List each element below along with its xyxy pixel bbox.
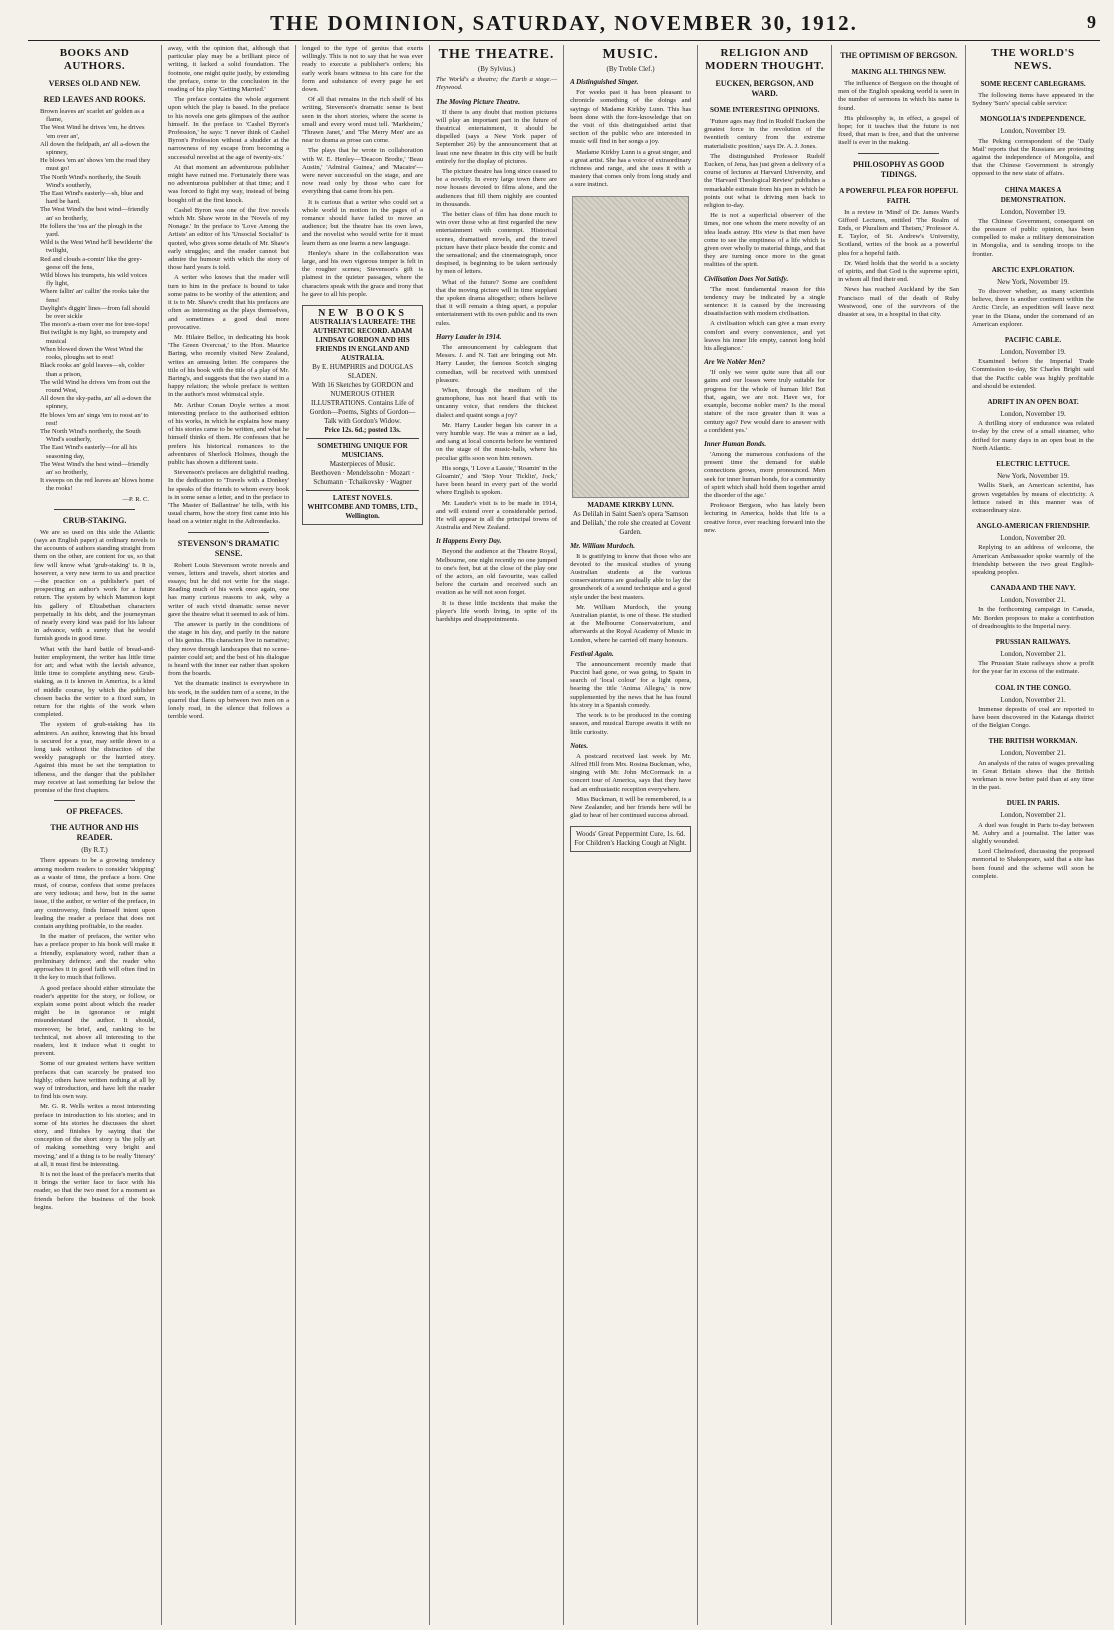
- world-news-sub: SOME RECENT CABLEGRAMS.: [980, 80, 1086, 88]
- column-religion-cont: [832, 45, 966, 1625]
- paragraph: Dr. Ward holds that the world is a society of spirits, and that God is the supreme spirit, in whom all find their end.: [838, 259, 960, 284]
- paragraph: 'Future ages may find in Rudolf Eucken the greatest force in the revolution of the twentieth century from the extreme materialistic position,' says Dr. A. J. Jones.: [704, 118, 826, 150]
- news-item-title: DUEL IN PARIS.: [1006, 799, 1060, 808]
- poem-line: When blowed down the West Wind the rooks, ploughs set to rest!: [40, 345, 143, 362]
- kirkby-lunn-photo: [572, 196, 689, 498]
- paragraph: He is not a superficial observer of the times, nor one whom the mere novelty of an idea leads astray. His view is that men have come to see the emptiness of a life which is given over wholly to material things, and that they are turning once more to the great realities of the spirit.: [704, 212, 826, 269]
- news-item-text: Examined before the Imperial Trade Commission to-day, Sir Charles Bright said that the Pacific cable was highly profitable and should be extended.: [972, 358, 1094, 390]
- paragraph: For weeks past it has been pleasant to chronicle something of the doings and sayings of Madame Kirkby Lunn. This has been done with the fore-knowledge that on the visit of this distinguished artist that section of the public who are interested in music will find in her songs a joy.: [570, 89, 692, 146]
- news-item-title: ANGLO-AMERICAN FRIENDSHIP.: [976, 522, 1090, 531]
- music-sub1: A Distinguished Singer.: [570, 78, 639, 87]
- paragraph: In the matter of prefaces, the writer who has a preface proper to his book will make it a friendly, explanatory word, rather than a preliminary defence; and the reader who approaches it in good faith will often find in it the key to much that follows.: [34, 933, 156, 982]
- news-item-title: ADRIFT IN AN OPEN BOAT.: [987, 398, 1079, 407]
- news-item-title: ELECTRIC LETTUCE.: [996, 460, 1070, 469]
- paragraph: 'The most fundamental reason for this tendency may be indicated by a single sentence: it is caused by the increasing dissatisfaction with modern civilisation.: [704, 285, 826, 318]
- music-byline: (By Treble Clef.): [606, 65, 655, 73]
- paragraph: 'Among the numerous confusions of the present time the demand for stable connections grows, more pronounced. Men seek for inner human bonds, for a community of spirit which shall hold them together amid the disorder of the age.': [704, 450, 826, 499]
- paragraph: The preface contains the whole argument upon which the play is based. In the preface to his novels one gets glimpses of the author himself. In the preface to 'Cashel Byron's Profession,' he says: 'I never think of Cashel Byron's Profession without a shudder at the narrowness of my escape from becoming a successful novelist at the age of twenty-six.': [168, 96, 290, 161]
- paragraph: The work is to be produced in the coming season, and musical Europe awaits it with no little curiosity.: [570, 712, 692, 736]
- poem-line: He blows 'em an' shows 'em the road they must go!: [40, 157, 151, 173]
- world-news-heading: THE WORLD'S NEWS.: [991, 47, 1075, 72]
- column-world-news: [966, 45, 1100, 1625]
- music-sub3: Festival Again.: [570, 649, 614, 658]
- paragraph: There appears to be a growing tendency among modern readers to consider 'skipping' as a waste of time, the preface a bore. One must, of course, confess that some prefaces are very tedious; and how, but in the same issue, if the author, or writer of the preface, in any controversy, finds himself intent upon leading the reader a preface that does not contain anything profitable, to the reader.: [34, 857, 156, 931]
- club-heading: CRUB-STAKING.: [62, 515, 127, 525]
- paragraph: Cashel Byron was one of the five novels which Mr. Shaw wrote in the 'Novels of my Nonage.' In the preface to 'Love Among the Artists' an editor of his 'Unsocial Socialist' is quoted, who gives some details of Mr. Shaw's early struggles; and the reader cannot but admire the humour with which the story of those hard years is told.: [168, 206, 290, 272]
- books-heading: BOOKS AND AUTHORS.: [59, 47, 130, 72]
- paragraph: Miss Buckman, it will be remembered, is a New Zealander, and her friends here will be glad to hear of her continued success abroad.: [570, 795, 692, 820]
- paragraph: Yet the dramatic instinct is everywhere in his work, in the sudden turn of a scene, in the quarrel that flares up between two men on a lonely road, in the silence that follows a terrible word.: [168, 680, 290, 721]
- stevenson-heading: STEVENSON'S DRAMATIC SENSE.: [177, 538, 280, 558]
- paragraph: Some of our greatest writers have written prefaces that can scarcely be praised too highly; others have written nothing at all by way of introduction, and have left the reader to find his own way.: [34, 1060, 156, 1101]
- divider: [858, 153, 939, 154]
- religion-sub2: Civilisation Does Not Satisfy.: [704, 274, 789, 283]
- paragraph: Of all that remains in the rich shelf of his writing, Stevenson's dramatic sense is best seen in the short stories, where the scene is small and every word must tell. 'Markheim,' 'Thrawn Janet,' and 'The Merry Men' are as near to drama as prose can come.: [302, 96, 424, 145]
- poem-line: Where fallin' an' callin' the rooks take the fens!: [40, 288, 150, 304]
- paragraph: Madame Kirkby Lunn is a great singer, and a great artist. She has a voice of extraordinary richness and range, and she uses it with a mastery that comes only from long study and a sure instinct.: [570, 148, 692, 189]
- news-item-text: Replying to an address of welcome, the American Ambassador spoke warmly of the friendship between the two great English-speaking peoples.: [972, 544, 1094, 576]
- paragraph: His songs, 'I Love a Lassie,' 'Roamin' in the Gloamin',' and 'Stop Your Ticklin', Jock,' have been heard in every part of the world where English is spoken.: [436, 464, 558, 497]
- paragraph: Mr. Harry Lauder began his career in a very humble way. He was a miner as a lad, and sang at local concerts before he ventured on the stage of the music-halls, where his peculiar gifts soon won him renown.: [436, 421, 558, 462]
- prefaces-text: [34, 857, 155, 1212]
- peppermint-cure-ad: Woods' Great Peppermint Cure, 1s. 6d. For Children's Hacking Cough at Night.: [570, 826, 691, 852]
- poem-line: The moon's a-risen over me for tree-tops!: [40, 321, 150, 329]
- theatre-heading: THE THEATRE.: [438, 47, 555, 62]
- news-item-dateline: London, November 20.: [1000, 534, 1066, 543]
- poem-line: He blows 'em an' sings 'em to roost an' to rest!: [40, 411, 149, 427]
- prefaces-subheading: THE AUTHOR AND HIS READER.: [50, 823, 139, 843]
- paragraph: The answer is partly in the conditions of the stage in his day, and partly in the nature of his genius. His characters live in narrative; they move through landscapes that no scene-painter could set; and the best of his dialogue is heard with the inner ear rather than spoken from the boards.: [168, 621, 290, 678]
- poem-line: All down the sky-paths, an' all a-down the spinney,: [40, 395, 152, 411]
- caption-text: As Delilah in Saint Saen's opera 'Samson and Delilah,' the role she created at Covent Garden.: [570, 509, 691, 536]
- column-theatre: [430, 45, 564, 1625]
- theatre-sub2: Harry Lauder in 1914.: [436, 332, 502, 341]
- paragraph: What of the future? Some are confident that the moving picture will in time supplant the spoken drama altogether; others believe that it will remain a thing apart, a popular entertainment with its own public and its own rules.: [436, 278, 558, 327]
- paragraph: Mr. G. R. Wells writes a most interesting preface in introduction to his stories; and in some of his stories he discusses the short story, and finishes by saying that the conception of the short story is 'the jolly art of making something very bright and moving,' and if a thing is to be really 'literary' at all, it must first be interesting.: [34, 1103, 156, 1168]
- paragraph: In a review in 'Mind' of Dr. James Ward's Gifford Lectures, entitled 'The Realm of Ends, or Pluralism and Theism,' Professor A. E. Taylor, of St. Andrew's University, Scotland, writes of the book as a powerful plea for a hopeful faith.: [838, 208, 960, 257]
- religion-sub4: Inner Human Bonds.: [704, 439, 767, 448]
- news-item-text: Wallis Stark, an American scientist, has grown vegetables by means of electricity. A lettuce raised in this manner was of extraordinary size.: [972, 482, 1094, 514]
- poem-line: The North Wind's northerly, the South Wind's southerly,: [40, 427, 141, 444]
- column-music: [564, 45, 698, 1625]
- news-item-dateline: London, November 21.: [1000, 596, 1066, 605]
- poem-line: The East Wind's easterly—for all his seasoning day,: [40, 444, 137, 460]
- poem-line: He follers the 'oss an' the plough in the yard.: [40, 222, 143, 239]
- news-items: [972, 114, 1094, 846]
- paragraph: Robert Louis Stevenson wrote novels and verses, letters and travels, short stories and essays; but he did not write for the stage. Reading much of his work once again, one has many curious reasons to ask, why a writer of such vivid dramatic sense never gave the theatre what it seemed to ask of him.: [168, 561, 290, 618]
- paragraph: At that moment an adventurous publisher might have ruined me. Fortunately there was no adventurous publisher at that time; and I was forced to fight my way, instead of being bought off at the first knock.: [168, 163, 290, 204]
- news-item-title: MONGOLIA'S INDEPENDENCE.: [980, 115, 1086, 124]
- page-number: 9: [1087, 12, 1096, 32]
- divider: [306, 438, 419, 439]
- optimism-sub: MAKING ALL THINGS NEW.: [851, 68, 946, 76]
- ad-publisher: WHITCOMBE AND TOMBS, LTD., Wellington.: [307, 503, 418, 521]
- news-item-text: The Chinese Government, consequent on the pressure of public opinion, has been compelled to make a military demonstration in Mongolia, and is sending troops to the frontier.: [972, 217, 1094, 258]
- ad-latest: LATEST NOVELS.: [332, 494, 393, 503]
- paragraph: If there is any doubt that motion pictures will play an important part in the future of theatrical entertainment, it should be dispelled (says a New York paper of September 26) by the announcement that at least one new theatre in this city will be built entirely for the display of pictures.: [436, 108, 558, 165]
- music-sub2: Mr. William Murdoch.: [570, 541, 636, 550]
- paragraph: The system of grub-staking has its admirers. An author, knowing that his bread is secured for a year, may settle down to a long task without the distraction of the weekly paragraph or the hurried story. Against this must be set the temptation to idleness, and the danger that the publisher may receive at last something far below the promise of the first chapters.: [34, 721, 156, 795]
- paragraph: A good preface should either stimulate the reader's appetite for the story, or follow, or explain some point about which the reader might be in ignorance or might misunderstand the author. It should, moreover, be brief, and, ranking to be technical, not above all interesting to the readers, lest it induce what it ought to prevent.: [34, 984, 156, 1058]
- column-prefaces-cont: [162, 45, 296, 1625]
- news-item-dateline: New York, November 19.: [997, 277, 1070, 286]
- religion-sub-caps: SOME INTERESTING OPINIONS.: [710, 106, 820, 114]
- theatre-byline: (By Sylvius.): [477, 65, 516, 73]
- paragraph: It is curious that a writer who could set a whole world in motion in the pages of a romance should have failed to move an audience; but the theatre has its own laws, and the novelist who would write for it must learn them as one learns a new language.: [302, 198, 424, 247]
- paragraph: A writer who knows that the reader will turn to him in the preface is bound to take some pains to be worthy of the attention; and it is to Mr. Shaw's credit that his prefaces are often as interesting as the plays themselves, and sometimes a good deal more provocative.: [168, 274, 290, 331]
- col2-text-a: [168, 45, 289, 527]
- paragraph: longed to the type of genius that exerts willingly. This is not to say that he was ever ready to execute a publisher's orders; his early work bears witness to his care for the form and substance of every page he set down.: [302, 45, 424, 94]
- news-item-dateline: New York, November 19.: [997, 472, 1070, 481]
- news-item-text: A duel was fought in Paris to-day between M. Aubry and a journalist. The latter was slightly wounded.: [972, 821, 1094, 845]
- paragraph: Stevenson's prefaces are delightful reading. In the dedication to 'Travels with a Donkey' he speaks of the friends to whom every book is in some sense a letter, and in the preface to 'The Master of Ballantrae' he tells, with his usual charm, how the story first came into his head on a winter night in the Adirondacks.: [168, 469, 290, 526]
- news-item-dateline: London, November 21.: [1000, 695, 1066, 704]
- paragraph: The better class of film has done much to win over those who at first regarded the new entertainment with contempt. Historical scenes, dramatised novels, and the travel picture have their place beside the comic and the sensational; and the cinematograph, once despised, is beginning to be taken seriously by men of letters.: [436, 211, 558, 276]
- poem-line: The North Wind's northerly, the South Wind's southerly,: [40, 173, 141, 189]
- ad-header: NEW BOOKS: [318, 308, 407, 320]
- photo-caption: [570, 501, 691, 537]
- paragraph: Mr. Hilaire Belloc, in dedicating his book 'The Green Overcoat,' to the Hon. Maurice Baring, who recently visited New Zealand, writes an amusing letter. He compares the title of his book with the title of a play of Mr. Baring's, and suggests that the two stand in a happy relation; the whole preface is written in the author's most whimsical style.: [168, 333, 290, 399]
- paragraph: Mr. Arthur Conan Doyle writes a most interesting preface to the authorised edition of his works, in which he explains how many of his stories came to be written, and what he himself thinks of them. He confesses that he prefers his historical romances to the adventures of Sherlock Holmes, though the public has shown a different taste.: [168, 401, 290, 466]
- news-item-dateline: London, November 21.: [1000, 649, 1066, 658]
- news-item-text: Immense deposits of coal are reported to have been discovered in the Katanga district of the Belgian Congo.: [972, 705, 1094, 730]
- religion-heading: RELIGION AND MODERN THOUGHT.: [705, 47, 825, 72]
- music-sub4: Notes.: [570, 741, 589, 750]
- prefaces-byline: (By R.T.): [81, 846, 108, 855]
- paragraph: The plays that he wrote in collaboration with W. E. Henley—'Deacon Brodie,' 'Beau Austin,' 'Admiral Guinea,' and 'Macaire'—were never successful on the stage, and are now read only by those who care for everything that came from his pen.: [302, 147, 424, 196]
- religion-sub: EUCKEN, BERGSON, AND WARD.: [715, 79, 814, 98]
- paragraph: The picture theatre has long since ceased to be a novelty. In every large town there are now houses devoted to films alone, and the audiences that fill them nightly are counted in thousands.: [436, 168, 558, 208]
- col2-text-b: [168, 562, 289, 722]
- world-news-closing: Lord Chelmsford, discussing the proposed memorial to Shakespeare, said that a site has been found and the scheme will soon be complete.: [972, 848, 1094, 880]
- news-item-text: In the forthcoming campaign in Canada, Mr. Borden proposes to make a contribution of dreadnoughts to the Imperial navy.: [972, 606, 1094, 630]
- poem-line: All down the fieldpath, an' all a-down the spinney,: [40, 140, 150, 157]
- paragraph: Professor Bergson, who has lately been lecturing in America, holds that life is a creative force, ever reaching forward into the new.: [704, 502, 826, 534]
- paragraph: Beyond the audience at the Theatre Royal, Melbourne, one night recently no one jumped to one's feet, but at the close of the play one of the actors, an old favourite, was called before the curtain and received such an ovation as he will not soon forget.: [436, 548, 558, 597]
- paragraph: The distinguished Professor Rudolf Eucken, of Jena, has just given a delivery of a course of lectures at Harvard University, and the 'Harvard Theological Review' publishes a remarkable estimate from his pen in which he points out what is driving men back to religion to-day.: [704, 152, 826, 210]
- poem-line: Black rooks an' gold leaves—sh, colder than a prison,: [40, 362, 145, 378]
- divider: [306, 490, 419, 491]
- columns: [28, 45, 1100, 1625]
- paragraph: The influence of Bergson on the thought of men of the English speaking world is seen in the number of sermons in which his name is found.: [838, 80, 960, 112]
- poem: [34, 108, 155, 494]
- ad-authors: By E. HUMPHRIS and DOUGLAS SLADEN.: [312, 363, 413, 381]
- paragraph: We are so used on this side the Atlantic (says an English paper) at ordinary novels to the accounts of authors standing straight from them on the other, are content for us, so that few will know what 'grub-staking' is. It is, however, a very new term to us and practice—the practice on a publisher's part of prospecting an author's work for a future return. The system by which Mammon kept his gallery of Elizabethan characters perpetually in his debt, and the journeyman of nearly every kind was paid for his labour in advance, with a surety that he would furnish goods in good time.: [34, 528, 156, 643]
- paragraph: The announcement recently made that Puccini had gone, or was going, to Spain in search of 'local colour' for a light opera, bearing the title 'Anima Allegra,' is now supplemented by the news that he has found his story in a Spanish comedy.: [570, 660, 692, 709]
- religion-sub3: Are We Nobler Men?: [704, 358, 766, 367]
- poem-line: But twilight is my light, so trumpety and musical: [40, 329, 148, 345]
- poem-line: Wild blows his trumpets, his wild voices fly light,: [40, 272, 148, 288]
- divider: [54, 800, 135, 801]
- world-news-intro: The following items have appeared in the Sydney 'Sun's' special cable service:: [972, 92, 1094, 108]
- column-religion: [698, 45, 832, 1625]
- ad-body: With 16 Sketches by GORDON and NUMEROUS OTHER ILLUSTRATIONS. Contains Life of Gordon—Poems, Sights of Gordon—Talk with Gordon's Widow.: [309, 381, 416, 426]
- paragraph: Mr. William Murdoch, the young Australian pianist, is one of these. He studied at the Melbourne Conservatorium, and afterwards at the Royal Academy of Music in London, where he carried off many honours.: [570, 603, 692, 644]
- news-item-title: ARCTIC EXPLORATION.: [991, 265, 1075, 274]
- poem-line: Brown leaves an' scarlet an' golden as a flame,: [40, 108, 145, 124]
- philosophy-heading: PHILOSOPHY AS GOOD TIDINGS.: [852, 159, 945, 179]
- divider: [54, 509, 135, 510]
- column-stevenson-cont: [296, 45, 430, 1625]
- optimism-heading: THE OPTIMISM OF BERGSON.: [840, 51, 958, 60]
- news-item-title: COAL IN THE CONGO.: [995, 683, 1071, 692]
- news-item-title: PRUSSIAN RAILWAYS.: [995, 637, 1071, 646]
- ad-price: Price 12s. 6d.; posted 13s.: [324, 426, 401, 435]
- paragraph: It is gratifying to know that those who are devoted to the musical studies of young Australian students at the various conservatoriums are gradually able to lay the groundwork of a sound technique and a good style under the best masters.: [570, 552, 692, 601]
- poem-line: It sweeps on the red leaves an' blows home the rooks!: [40, 477, 154, 493]
- news-item-text: The Peking correspondent of the 'Daily Mail' reports that the Russians are protesting against the independence of Mongolia, and that the Chinese Government is strongly opposed to the new state of affairs.: [972, 137, 1094, 178]
- verses-heading: VERSES OLD AND NEW.: [48, 79, 141, 88]
- news-item-dateline: London, November 21.: [1000, 749, 1066, 758]
- news-item-dateline: London, November 19.: [1000, 127, 1066, 136]
- paragraph: Mr. Lauder's visit is to be made in 1914, and will extend over a considerable period. He will appear in all the principal towns of Australia and New Zealand.: [436, 499, 558, 532]
- theatre-sub3: It Happens Every Day.: [436, 537, 502, 546]
- ad-music-sub: Masterpieces of Music.: [329, 460, 396, 469]
- books-advertisement: [302, 305, 423, 525]
- news-item-dateline: London, November 19.: [1000, 348, 1066, 357]
- paragraph: What with the hard battle of bread-and-butter employment, the writer has little time for art; and what with the lavish advance, little time to complete anything new. Grub-staking, as it is known in America, is a kind of middle course, by which the publisher chosen backs the writer to a fixed sum, in return for the rights of the work when completed.: [34, 645, 156, 719]
- ad-composers: Beethoven · Mendelssohn · Mozart · Schumann · Tchaikovsky · Wagner: [310, 469, 415, 487]
- news-item-text: To discover whether, as many scientists believe, there is another continent within the Arctic Circle, an expedition will leave next year in the Diana, under the command of an American explorer.: [972, 288, 1094, 328]
- poem-signature: —P. R. C.: [122, 495, 150, 503]
- poem-title: RED LEAVES AND ROOKS.: [43, 95, 146, 104]
- news-item-title: PACIFIC CABLE.: [1004, 336, 1062, 345]
- ad-title: AUSTRALIA'S LAUREATE: THE AUTHENTIC RECORD. ADAM LINDSAY GORDON AND HIS FRIENDS IN ENGLAND AND AUSTRALIA.: [309, 318, 416, 363]
- poem-line: The wild Wind he drives 'em from out the round West,: [40, 378, 151, 394]
- news-item-text: A thrilling story of endurance was related to-day by the crew of a small steamer, who drifted for many days in an open boat in the North Atlantic.: [972, 420, 1094, 452]
- news-item-dateline: London, November 19.: [1000, 207, 1066, 216]
- poem-line: The East Wind's easterly—sh, blue and hard be hard.: [40, 190, 144, 206]
- col3-text-a: [302, 45, 423, 299]
- paragraph: News has reached Auckland by the San Francisco mail of the death of Ruby Westwood, one of the survivors of the disaster at sea, in a hospital in that city.: [838, 286, 960, 319]
- news-item-title: THE BRITISH WORKMAN.: [988, 737, 1078, 746]
- news-item-title: CANADA AND THE NAVY.: [990, 584, 1076, 593]
- poem-line: Daylight's diggin' lines—from fall should be over sickle: [40, 304, 150, 321]
- poem-line: Red and clouds a-comin' like the grey-geese off the fens,: [40, 255, 142, 271]
- paragraph: The announcement by cablegram that Messrs. J. and N. Tait are bringing out Mr. Harry Lauder, the famous Scotch singing comedian, will be received with unmixed pleasure.: [436, 343, 558, 384]
- news-item-text: An analysis of the rates of wages prevailing in Great Britain shows that the British workman is now better paid than at any time in the past.: [972, 759, 1094, 792]
- philosophy-sub: A POWERFUL PLEA FOR HOPEFUL FAITH.: [839, 186, 958, 205]
- news-item-dateline: London, November 19.: [1000, 410, 1066, 419]
- poem-line: Wild is the West Wind he'll bewilderin' the twilight,: [40, 239, 153, 255]
- paragraph: It is not the least of the preface's merits that it brings the writer face to face with his reader, so that the two meet for a moment as friends before the business of the book begins.: [34, 1170, 156, 1211]
- paragraph: A civilisation which can give a man every comfort and every convenience, and yet leaves his inner life empty, cannot long hold his allegiance.': [704, 320, 826, 353]
- masthead: [28, 6, 1100, 41]
- poem-line: The West Wind's the best wind—friendly an' so brotherly,: [40, 460, 149, 476]
- music-heading: MUSIC.: [602, 47, 659, 62]
- prefaces-heading: OF PREFACES.: [66, 807, 123, 817]
- paragraph: His philosophy is, in effect, a gospel of hope; for it teaches that the future is not fixed, that man is free, and that the universe itself is ever in the making.: [838, 114, 960, 147]
- theatre-quote: The World's a theatre; the Earth a stage.—Heywood.: [436, 76, 558, 92]
- masthead-title: THE DOMINION, SATURDAY, NOVEMBER 30, 1912.: [270, 10, 858, 35]
- club-text: [34, 529, 155, 796]
- theatre-sub1: The Moving Picture Theatre.: [436, 97, 521, 106]
- paragraph: Henley's share in the collaboration was large, and his own vigorous temper is felt in the rougher scenes; Stevenson's gift is plainest in the quieter passages, where the characters speak with the grace and irony that he gave to all his people.: [302, 249, 424, 298]
- ad-music-title: SOMETHING UNIQUE FOR MUSICIANS.: [317, 442, 408, 460]
- news-item-text: The Prussian State railways show a profit for the year far in excess of the estimate.: [972, 660, 1094, 676]
- caption-name: MADAME KIRKBY LUNN.: [587, 500, 674, 509]
- news-item-title: CHINA MAKES A DEMONSTRATION.: [1000, 185, 1066, 204]
- poem-line: The West Wind's the best wind—friendly an' so brotherly,: [40, 206, 149, 222]
- paragraph: A postcard received last week by Mr. Alfred Hill from Mrs. Rosina Buckman, who, singing with Mr. John McCormack in a concert tour of America, says that they have had an enthusiastic reception everywhere.: [570, 752, 692, 793]
- divider: [188, 532, 269, 533]
- paragraph: It is these little incidents that make the player's life worth living, in spite of its hardships and disappointments.: [436, 599, 558, 623]
- poem-line: The West Wind he drives 'em, he drives 'em over an',: [40, 124, 145, 140]
- news-item-dateline: London, November 21.: [1000, 811, 1066, 820]
- paragraph: 'If only we were quite sure that all our gains and our losses were truly suitable for progress for the whole of human life! But that, again, we are not. Have we, for example, become nobler men? Is the moral stature of the race greater than it was a century ago? Few would dare to answer with a confident yes.': [704, 369, 826, 434]
- paragraph: away, with the opinion that, although that particular play may be a brilliant piece of writing, it lacked a solid foundation. The footnote, one might quite justly, by extending the preface, come to the conclusion in the reading of his play 'Getting Married.': [168, 45, 290, 94]
- column-books: [28, 45, 162, 1625]
- paragraph: When, through the medium of the gramophone, has not heard that with its uncanny voice, that renders the thickest dialect and quaint songs a joy?: [436, 386, 558, 419]
